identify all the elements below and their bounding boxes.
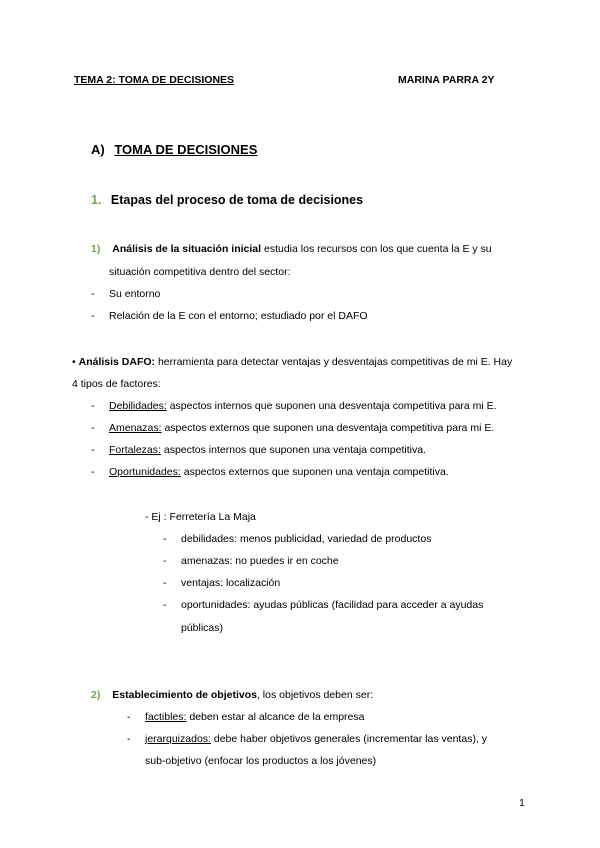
item-2-bold: Establecimiento de objetivos	[112, 689, 257, 701]
factor-desc: aspectos externos que suponen una ventaja competitiva.	[180, 466, 449, 478]
objective-term: jerarquizados:	[145, 733, 211, 745]
dafo-line2: 4 tipos de factores:	[72, 378, 161, 390]
doc-header-author: MARINA PARRA 2Y	[398, 74, 495, 86]
factor-desc: aspectos internos que suponen una desventaja competitiva para mi E.	[166, 400, 497, 412]
page-number: 1	[519, 797, 525, 809]
dash-marker: -	[127, 733, 131, 745]
dash-marker: -	[163, 577, 167, 589]
factor-term: Oportunidades:	[109, 466, 181, 478]
example-item: amenazas: no puedes ir en coche	[181, 555, 339, 567]
dafo-factor	[109, 422, 494, 434]
item-1-bullet-1: Su entorno	[109, 288, 161, 300]
example-item-cont: públicas)	[181, 622, 224, 634]
dash-marker: -	[91, 444, 95, 456]
objective-desc: debe haber objetivos generales (incrementar las ventas), y	[210, 733, 488, 745]
item-1-line1	[91, 243, 492, 255]
subheading-1	[91, 193, 363, 207]
dash-marker: -	[163, 555, 167, 567]
subheading-title: Etapas del proceso de toma de decisiones	[110, 193, 364, 207]
item-1-text: estudia los recursos con los que cuenta la E y su	[261, 243, 492, 255]
dash-marker: -	[91, 288, 95, 300]
factor-term: Debilidades:	[109, 400, 167, 412]
dafo-bold: Análisis DAFO:	[78, 356, 156, 368]
example-title: - Ej : Ferretería La Maja	[145, 511, 256, 523]
item-1-line2: situación competitiva dentro del sector:	[109, 266, 291, 278]
objective-item	[145, 711, 364, 723]
section-heading	[91, 142, 257, 157]
item-1-bold: Análisis de la situación inicial	[112, 243, 262, 255]
dafo-factor	[109, 466, 449, 478]
factor-term: Amenazas:	[109, 422, 162, 434]
dash-marker: -	[91, 310, 95, 322]
example-item: debilidades: menos publicidad, variedad de productos	[181, 533, 432, 545]
item-1-number: 1)	[91, 243, 101, 255]
factor-term: Fortalezas:	[109, 444, 161, 456]
dash-marker: -	[91, 422, 95, 434]
dash-marker: -	[127, 711, 131, 723]
dafo-factor	[109, 400, 497, 412]
subheading-number: 1.	[91, 193, 102, 207]
factor-desc: aspectos internos que suponen una ventaja competitiva.	[160, 444, 426, 456]
dafo-text: herramienta para detectar ventajas y desventajas competitivas de mi E. Hay	[155, 356, 513, 368]
dash-marker: -	[91, 400, 95, 412]
factor-desc: aspectos externos que suponen una desventaja competitiva para mi E.	[161, 422, 495, 434]
objective-desc: deben estar al alcance de la empresa	[186, 711, 365, 723]
bullet-icon: •	[72, 356, 76, 368]
objective-item-cont: sub-objetivo (enfocar los productos a los jóvenes)	[145, 755, 377, 767]
section-title: TOMA DE DECISIONES	[114, 142, 258, 157]
section-letter: A)	[91, 142, 105, 157]
dash-marker: -	[163, 533, 167, 545]
dafo-line1	[72, 356, 512, 368]
item-1-bullet-2: Relación de la E con el entorno; estudiado por el DAFO	[109, 310, 368, 322]
example-item: oportunidades: ayudas públicas (facilidad para acceder a ayudas	[181, 599, 484, 611]
example-item: ventajas: localización	[181, 577, 281, 589]
item-2-line1	[91, 689, 373, 701]
item-2-number: 2)	[91, 689, 101, 701]
objective-term: factibles:	[145, 711, 187, 723]
dash-marker: -	[91, 466, 95, 478]
dafo-factor	[109, 444, 426, 456]
item-2-text: , los objetivos deben ser:	[256, 689, 374, 701]
doc-header-title: TEMA 2: TOMA DE DECISIONES	[74, 74, 235, 86]
objective-item	[145, 733, 487, 745]
dash-marker: -	[163, 599, 167, 611]
